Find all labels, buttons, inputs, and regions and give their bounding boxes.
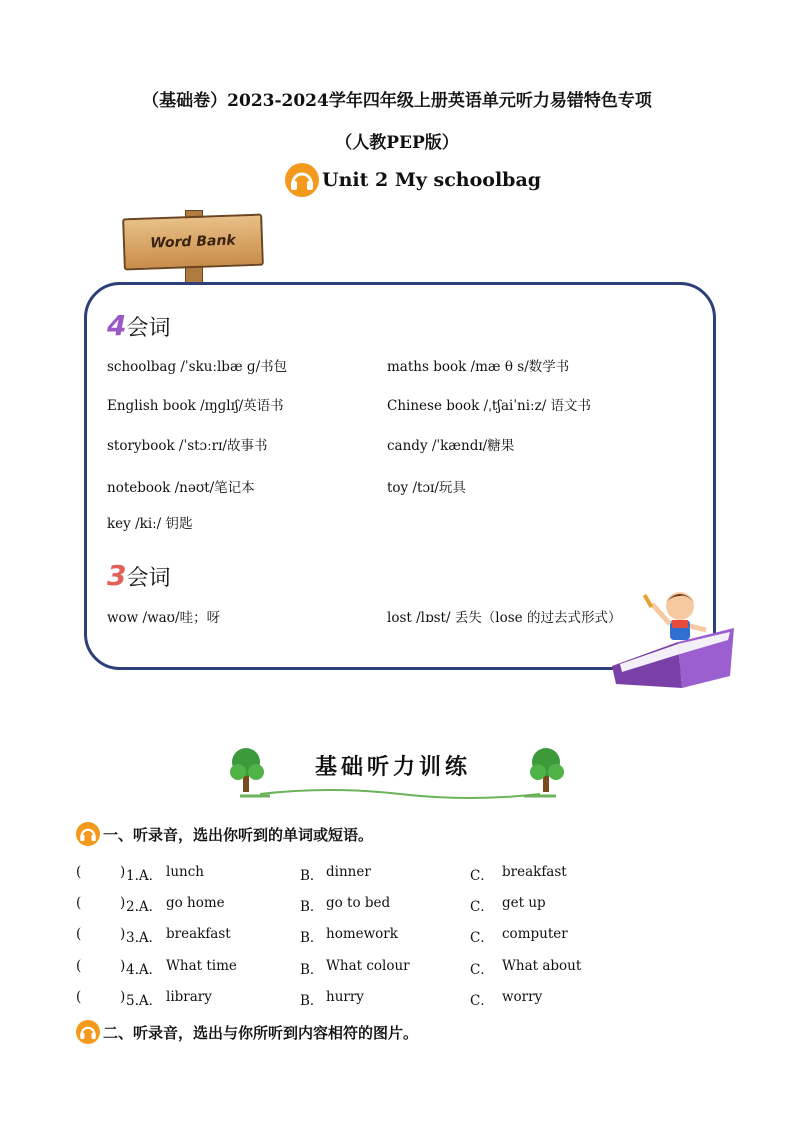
part2-heading xyxy=(76,1020,418,1044)
word-item: candy /ˈkændɪ/糖果 xyxy=(387,438,515,454)
question-number: 3.A． xyxy=(126,930,163,946)
answer-blank-open: ( xyxy=(76,864,82,880)
question-row xyxy=(0,864,794,884)
word-item: maths book /mæ θ s/数学书 xyxy=(387,359,570,375)
option-c-label: C． xyxy=(470,962,494,978)
part2-heading-text: 二、听录音，选出与你所听到内容相符的图片。 xyxy=(103,1023,419,1042)
question-number: 5.A． xyxy=(126,993,163,1009)
question-row xyxy=(0,958,794,978)
part1-heading-text: 一、听录音，选出你听到的单词或短语。 xyxy=(103,825,374,844)
banner-title: 基础听力训练 xyxy=(315,754,472,780)
document-title: （基础卷）2023-2024学年四年级上册英语单元听力易错特色专项 xyxy=(142,91,652,111)
option-b-label: B． xyxy=(300,899,324,915)
word-item: English book /ɪŋɡlɪʃ/英语书 xyxy=(107,398,284,414)
part1-heading xyxy=(76,822,373,846)
question-number: 2.A． xyxy=(126,899,163,915)
option-a: library xyxy=(166,989,212,1005)
option-a: lunch xyxy=(166,864,204,880)
answer-blank-close: ) xyxy=(120,864,126,880)
answer-blank-open: ( xyxy=(76,958,82,974)
option-b: dinner xyxy=(326,864,371,880)
option-a: What time xyxy=(166,958,237,974)
section3-heading xyxy=(107,559,171,592)
word-bank-sign: Word Bank xyxy=(122,214,264,271)
question-row xyxy=(0,926,794,946)
headphone-icon xyxy=(285,163,319,197)
section3-number: 3 xyxy=(107,559,127,592)
question-number: 1.A． xyxy=(126,868,163,884)
unit-heading xyxy=(285,162,541,198)
option-b-label: B． xyxy=(300,868,324,884)
answer-blank-close: ) xyxy=(120,926,126,942)
option-b-label: B． xyxy=(300,962,324,978)
word-item: notebook /nəʊt/笔记本 xyxy=(107,480,255,496)
option-c: breakfast xyxy=(502,864,567,880)
option-c: computer xyxy=(502,926,568,942)
section3-label: 会词 xyxy=(126,566,171,591)
word-item: toy /tɔɪ/玩具 xyxy=(387,480,466,496)
word-item: storybook /ˈstɔːrɪ/故事书 xyxy=(107,438,268,454)
answer-blank-close: ) xyxy=(120,989,126,1005)
option-a: breakfast xyxy=(166,926,231,942)
answer-blank-close: ) xyxy=(120,895,126,911)
option-c: What about xyxy=(502,958,582,974)
option-b: go to bed xyxy=(326,895,391,911)
boy-reading-book-illustration xyxy=(606,584,738,694)
word-item: wow /waʊ/哇；呀 xyxy=(107,610,221,626)
option-b: What colour xyxy=(326,958,410,974)
answer-blank-open: ( xyxy=(76,989,82,1005)
answer-blank-open: ( xyxy=(76,895,82,911)
section4-label: 会词 xyxy=(126,316,171,341)
section4-number: 4 xyxy=(107,309,127,342)
option-b-label: B． xyxy=(300,930,324,946)
option-c-label: C． xyxy=(470,899,494,915)
option-c-label: C． xyxy=(470,930,494,946)
option-b: homework xyxy=(326,926,398,942)
word-item: key /kiː/ 钥匙 xyxy=(107,516,193,532)
question-number: 4.A． xyxy=(126,962,163,978)
headphone-icon xyxy=(76,822,100,846)
option-c: worry xyxy=(502,989,543,1005)
unit-title: Unit 2 My schoolbag xyxy=(322,169,542,191)
option-b-label: B． xyxy=(300,993,324,1009)
word-item: schoolbag /ˈskuːlbæ ɡ/书包 xyxy=(107,359,288,375)
word-item: Chinese book /ˌtʃaiˈniːz/ 语文书 xyxy=(387,398,592,414)
option-b: hurry xyxy=(326,989,364,1005)
option-c-label: C． xyxy=(470,868,494,884)
option-c: get up xyxy=(502,895,546,911)
question-row xyxy=(0,989,794,1009)
answer-blank-close: ) xyxy=(120,958,126,974)
word-item: lost /lɒst/ 丢失（lose 的过去式形式） xyxy=(387,610,622,626)
answer-blank-open: ( xyxy=(76,926,82,942)
section4-heading xyxy=(107,309,171,342)
option-a: go home xyxy=(166,895,225,911)
document-subtitle: （人教PEP版） xyxy=(335,133,459,153)
headphone-icon xyxy=(76,1020,100,1044)
question-row xyxy=(0,895,794,915)
option-c-label: C． xyxy=(470,993,494,1009)
